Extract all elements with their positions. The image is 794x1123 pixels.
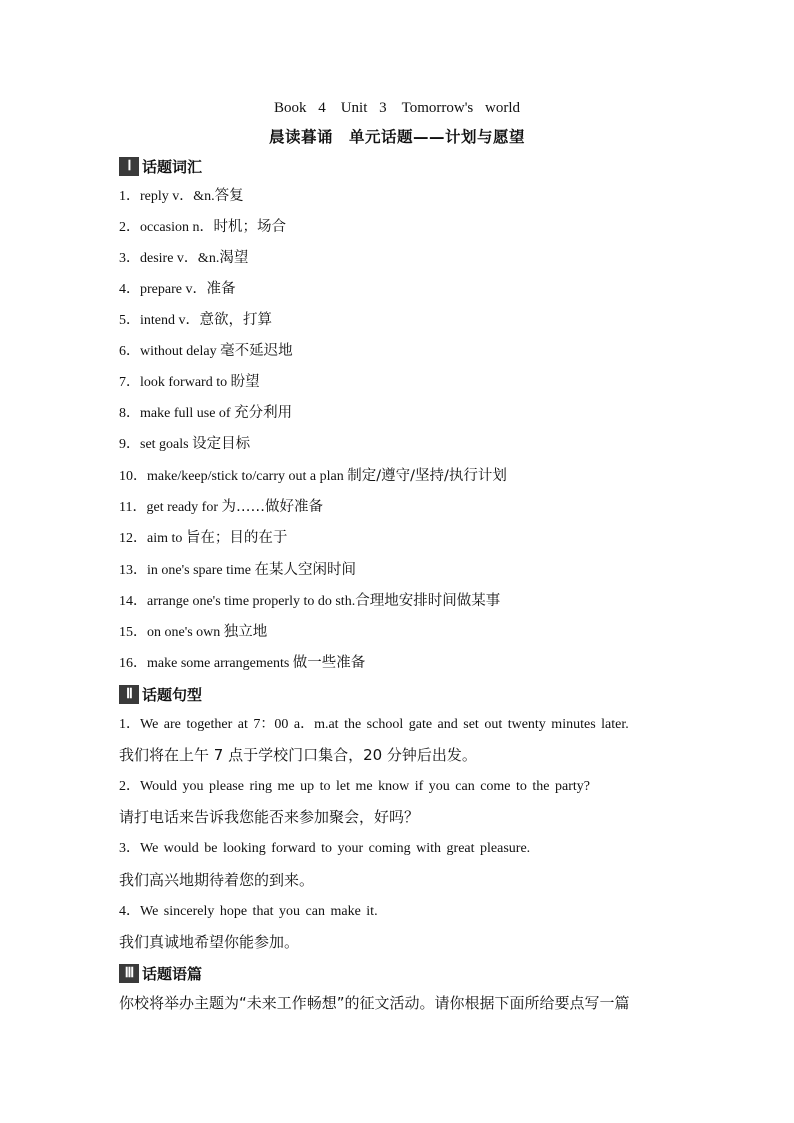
vocab-item <box>119 466 507 487</box>
vocab-en: 11．get ready for <box>119 500 222 515</box>
vocab-item <box>119 497 323 518</box>
vocab-en: 5．intend v． <box>119 313 200 328</box>
section-number-badge: Ⅱ <box>119 685 139 704</box>
section-heading-label: 话题词汇 <box>142 157 203 176</box>
vocab-en: 1．reply v．&n. <box>119 189 215 204</box>
vocab-zh: 制定/遵守/坚持/执行计划 <box>347 468 507 484</box>
vocab-en: 13．in one's spare time <box>119 563 255 578</box>
sentence-en: 1．We are together at 7：00 a．m.at the school gate and set out twenty minutes later. <box>119 717 629 732</box>
vocab-zh: 做一些准备 <box>292 655 366 671</box>
vocab-zh: 设定目标 <box>192 436 251 452</box>
sentence-en: 2．Would you please ring me up to let me know if you can come to the party? <box>119 779 590 794</box>
section-number-badge: Ⅰ <box>119 157 139 176</box>
vocab-en: 14．arrange one's time properly to do sth. <box>119 594 356 609</box>
document-subtitle: 晨读暮诵 单元话题——计划与愿望 <box>268 128 525 146</box>
section-heading-vocabulary <box>119 156 202 176</box>
vocab-zh: 旨在；目的在于 <box>185 530 288 546</box>
sentence-zh: 请打电话来告诉我您能否来参加聚会，好吗？ <box>119 808 420 826</box>
vocab-item <box>119 248 248 269</box>
vocab-item <box>119 310 272 331</box>
vocab-zh: 为……做好准备 <box>221 499 323 515</box>
vocab-en: 3．desire v．&n. <box>119 251 220 266</box>
section-heading-label: 话题语篇 <box>142 964 203 983</box>
vocab-zh: 在某人空闲时间 <box>254 562 356 578</box>
vocab-item <box>119 403 292 424</box>
vocab-en: 4．prepare v． <box>119 282 207 297</box>
vocab-item <box>119 341 293 362</box>
document-title: Book 4 Unit 3 Tomorrow's world <box>273 100 521 116</box>
vocab-zh: 合理地安排时间做某事 <box>355 593 501 609</box>
vocab-en: 7．look forward to <box>119 375 231 390</box>
vocab-item <box>119 279 235 300</box>
vocab-item <box>119 591 500 612</box>
vocab-zh: 准备 <box>206 281 236 297</box>
vocab-en: 10．make/keep/stick to/carry out a plan <box>119 469 348 484</box>
vocab-zh: 意欲，打算 <box>199 312 272 328</box>
sentence-zh: 我们将在上午 7 点于学校门口集合，20 分钟后出发。 <box>119 746 477 764</box>
vocab-zh: 答复 <box>214 188 244 204</box>
sentence-en: 3．We would be looking forward to your coming with great pleasure. <box>119 841 531 856</box>
section-number-badge: Ⅲ <box>119 964 139 983</box>
vocab-en: 9．set goals <box>119 437 193 452</box>
vocab-zh: 独立地 <box>223 624 268 640</box>
vocab-en: 16．make some arrangements <box>119 656 293 671</box>
sentence-zh: 我们高兴地期待着您的到来。 <box>119 871 315 889</box>
vocab-zh: 时机；场合 <box>213 219 286 235</box>
vocab-zh: 渴望 <box>219 250 249 266</box>
vocab-item <box>119 560 356 581</box>
vocab-zh: 充分利用 <box>234 405 293 421</box>
sentence-en: 4．We sincerely hope that you can make it. <box>119 904 378 919</box>
section-heading-passage <box>119 963 202 983</box>
vocab-zh: 毫不延迟地 <box>220 343 293 359</box>
vocab-item <box>119 372 260 393</box>
vocab-en: 15．on one's own <box>119 625 224 640</box>
vocab-en: 12．aim to <box>119 531 186 546</box>
vocab-item <box>119 186 244 207</box>
vocab-item <box>119 528 287 549</box>
vocab-zh: 盼望 <box>230 374 260 390</box>
vocab-en: 6．without delay <box>119 344 221 359</box>
vocab-en: 2．occasion n． <box>119 220 214 235</box>
vocab-item <box>119 653 365 674</box>
vocab-item <box>119 434 250 455</box>
passage-prompt: 你校将举办主题为“未来工作畅想”的征文活动。请你根据下面所给要点写一篇 <box>119 994 630 1012</box>
section-heading-label: 话题句型 <box>142 685 203 704</box>
vocab-en: 8．make full use of <box>119 406 235 421</box>
vocab-item <box>119 622 267 643</box>
section-heading-sentences <box>119 684 202 704</box>
sentence-zh: 我们真诚地希望你能参加。 <box>119 933 300 951</box>
vocab-item <box>119 217 286 238</box>
